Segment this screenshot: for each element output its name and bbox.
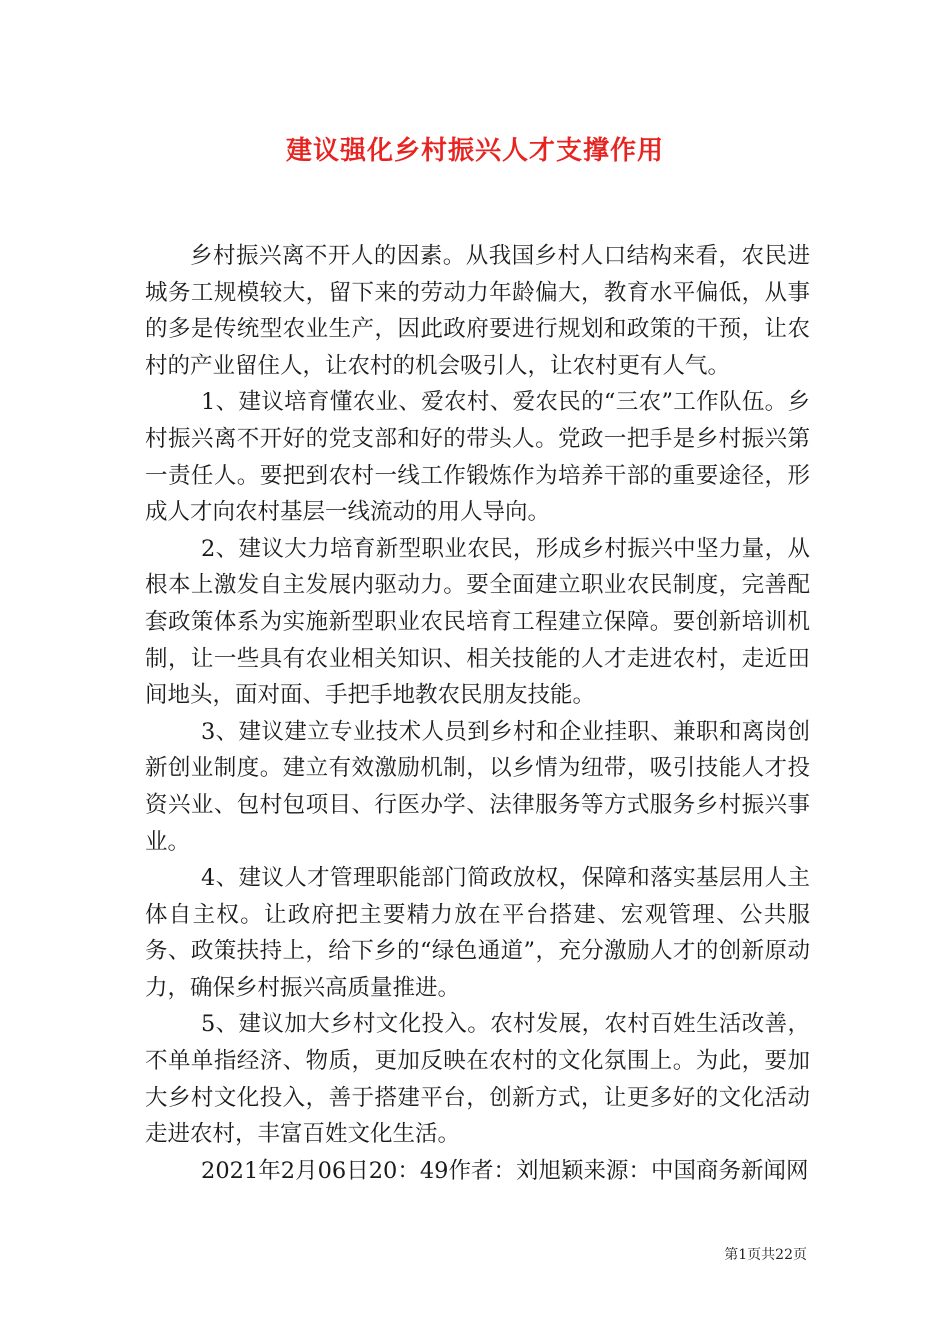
paragraph-source-line: 2021年2月06日20：49作者：刘旭颖来源：中国商务新闻网 — [201, 1157, 809, 1184]
paragraph-suggestion-3: 3、建议建立专业技术人员到乡村和企业挂职、兼职和离岗创新创业制度。建立有效激励机制，以乡情为纽带，吸引技能人才投资兴业、包村包项目、行医办学、法律服务等方式服务乡村振兴事业。 — [145, 718, 810, 855]
paragraph-suggestion-5: 5、建议加大乡村文化投入。农村发展，农村百姓生活改善，不单单指经济、物质，更加反映在农村的文化氛围上。为此，要加大乡村文化投入，善于搭建平台，创新方式，让更多好的文化活动走进农村，丰富百姓文化生活。 — [145, 1011, 810, 1148]
document-body — [145, 238, 810, 1189]
document-title: 建议强化乡村振兴人才支撑作用 — [285, 136, 664, 166]
paragraph-suggestion-1: 1、建议培育懂农业、爱农村、爱农民的“三农”工作队伍。乡村振兴离不开好的党支部和好的带头人。党政一把手是乡村振兴第一责任人。要把到农村一线工作锻炼作为培养干部的重要途径，形成人才向农村基层一线流动的用人导向。 — [145, 389, 810, 526]
paragraph-suggestion-4: 4、建议人才管理职能部门简政放权，保障和落实基层用人主体自主权。让政府把主要精力放在平台搭建、宏观管理、公共服务、政策扶持上，给下乡的“绿色通道”，充分激励人才的创新原动力，确保乡村振兴高质量推进。 — [145, 865, 810, 1001]
paragraph-suggestion-2: 2、建议大力培育新型职业农民，形成乡村振兴中坚力量，从根本上激发自主发展内驱动力。要全面建立职业农民制度，完善配套政策体系为实施新型职业农民培育工程建立保障。要创新培训机制，让一些具有农业相关知识、相关技能的人才走进农村，走近田间地头，面对面、手把手地教农民朋友技能。 — [145, 535, 810, 709]
page-number-footer: 第1页共22页 — [724, 1247, 807, 1263]
paragraph-intro: 乡村振兴离不开人的因素。从我国乡村人口结构来看，农民进城务工规模较大，留下来的劳动力年龄偏大，教育水平偏低，从事的多是传统型农业生产，因此政府要进行规划和政策的干预，让农村的产业留住人，让农村的机会吸引人，让农村更有人气。 — [145, 243, 810, 379]
